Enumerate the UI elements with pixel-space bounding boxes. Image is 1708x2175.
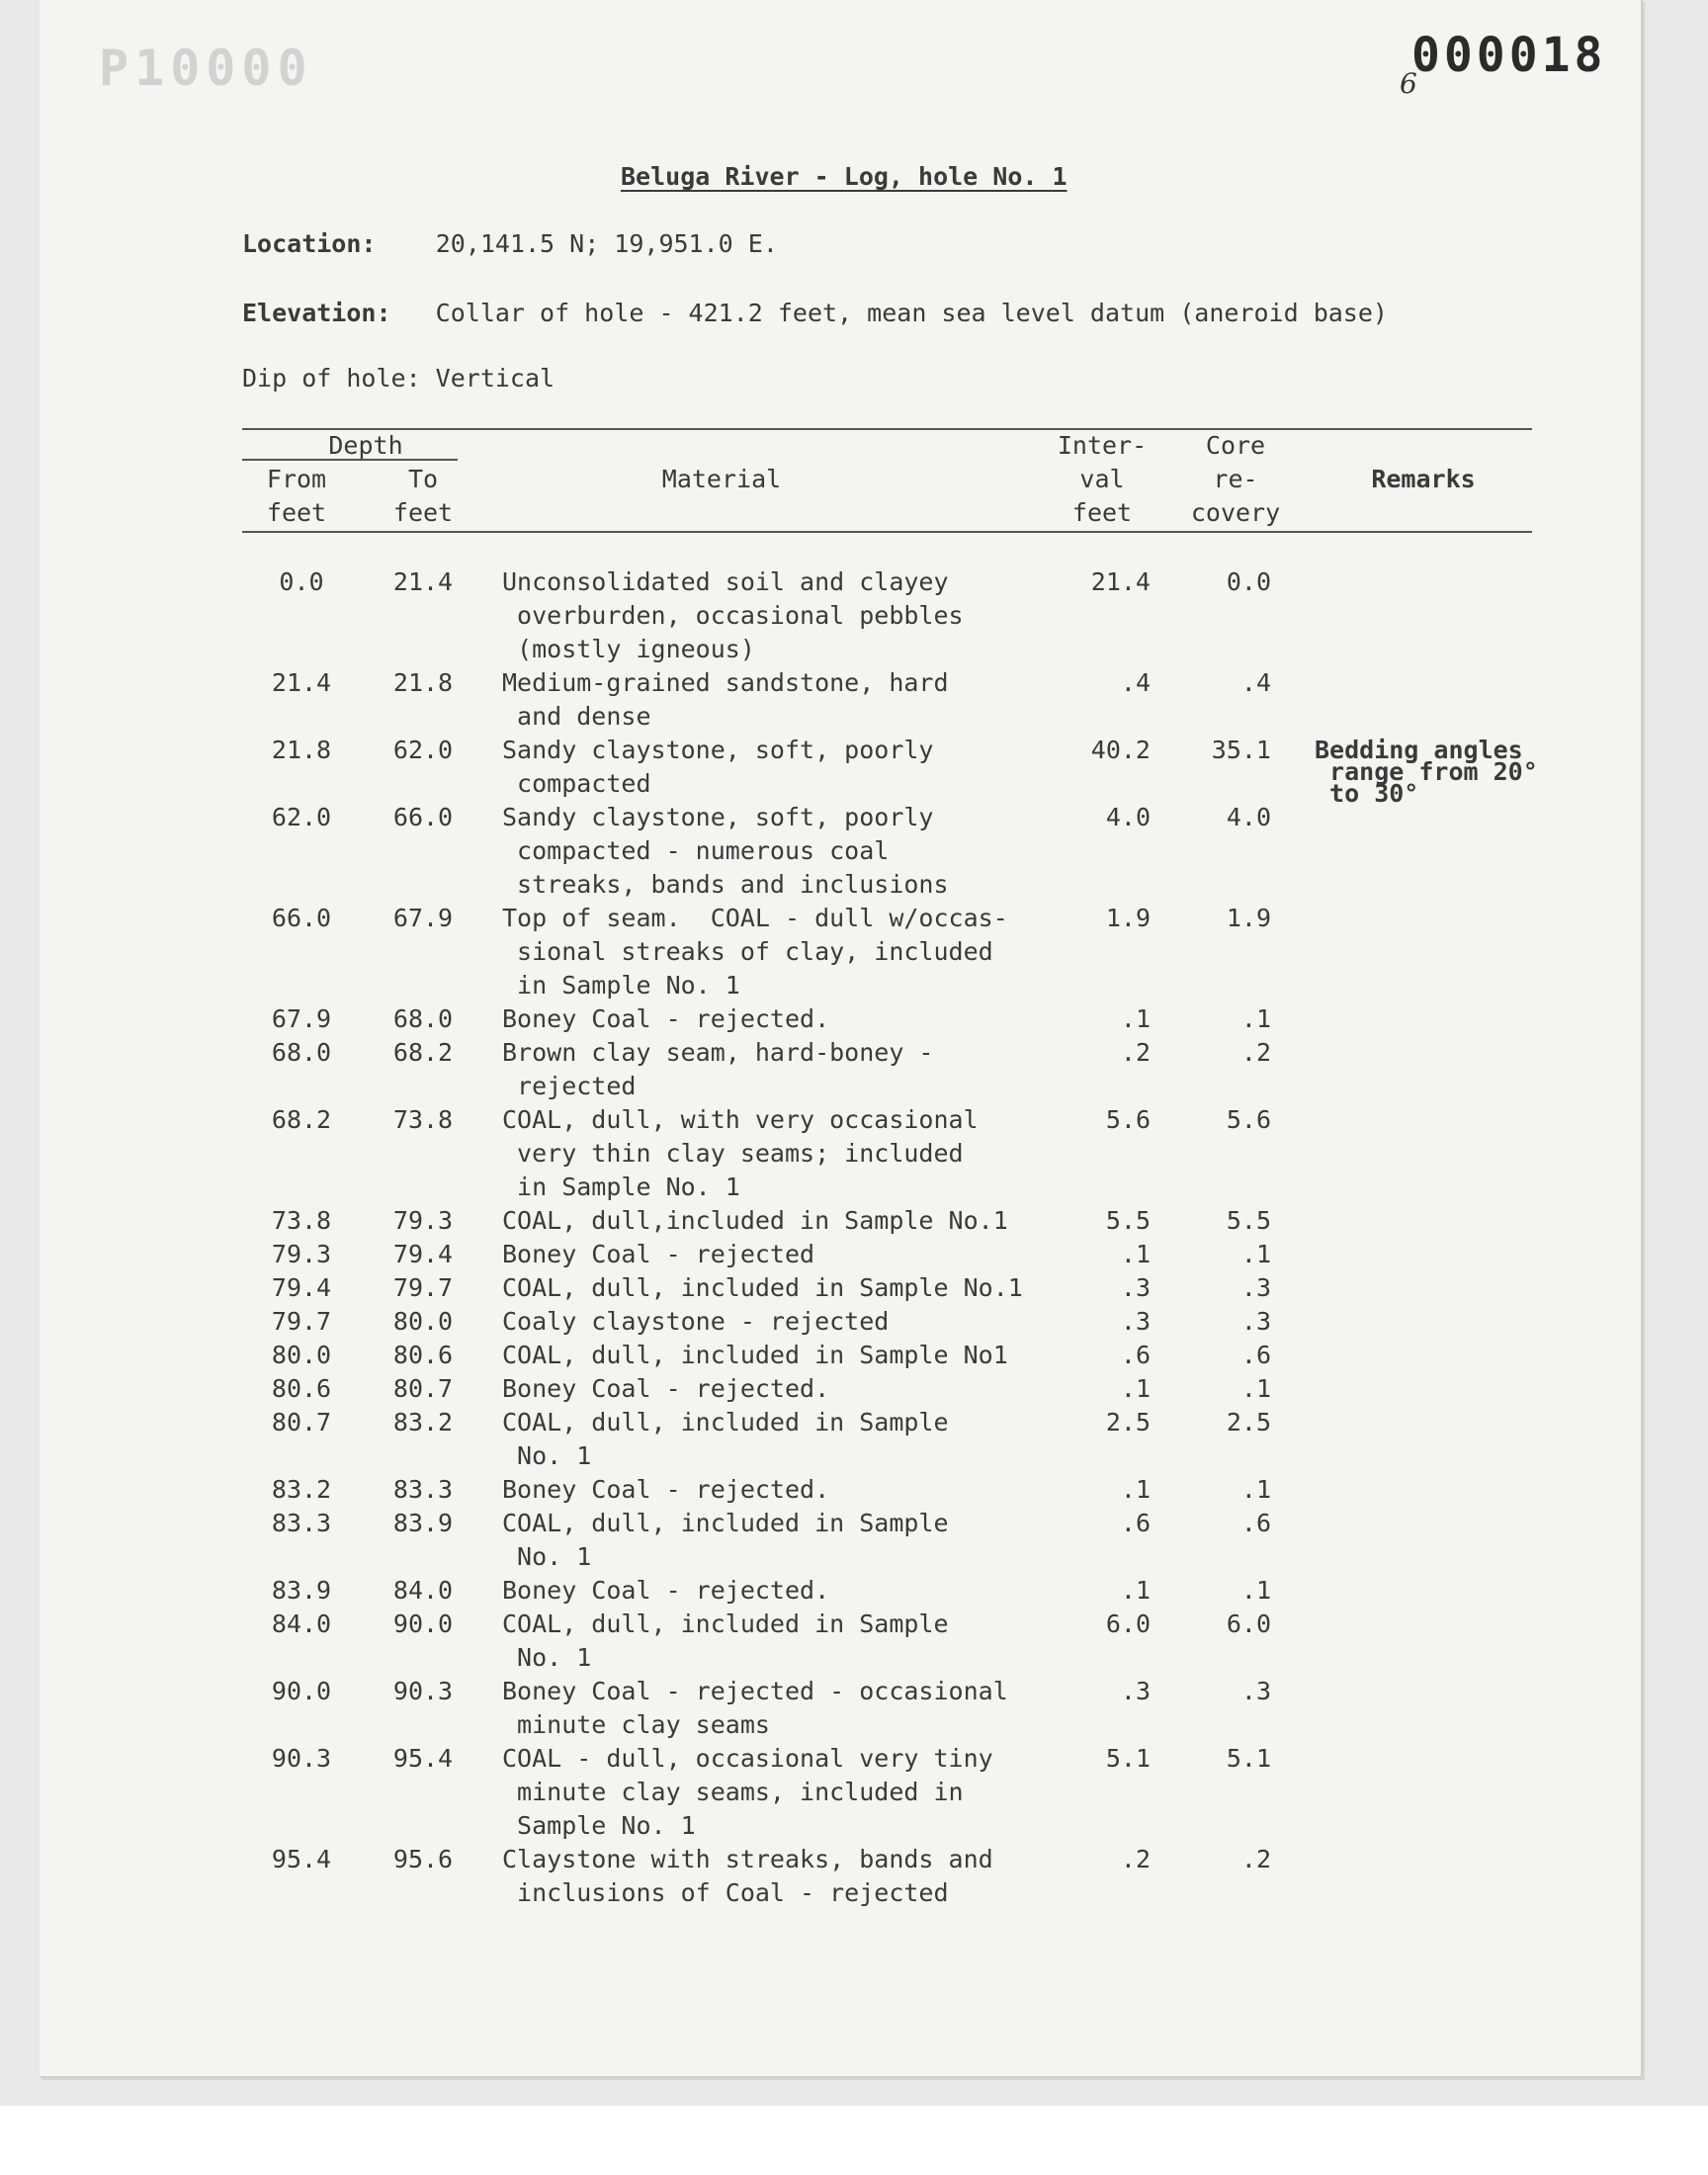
interval-cell: 6.0 bbox=[1105, 1610, 1151, 1638]
depth-to-cell: 79.4 bbox=[392, 1240, 454, 1268]
elevation-value: Collar of hole - 421.2 feet, mean sea level datum (aneroid base) bbox=[435, 299, 1388, 327]
header-remarks: Remarks bbox=[1371, 465, 1476, 493]
depth-from-cell: 90.0 bbox=[271, 1677, 332, 1705]
depth-to-cell: 79.7 bbox=[392, 1273, 454, 1302]
interval-cell: .3 bbox=[1120, 1677, 1151, 1705]
depth-from-cell: 84.0 bbox=[271, 1610, 332, 1638]
core-recovery-cell: 35.1 bbox=[1211, 736, 1271, 764]
interval-cell: .3 bbox=[1120, 1307, 1151, 1336]
depth-from-cell: 21.4 bbox=[271, 668, 332, 697]
header-to: To feet bbox=[392, 465, 454, 527]
core-recovery-cell: 0.0 bbox=[1226, 567, 1271, 596]
depth-to-cell: 21.4 bbox=[392, 567, 454, 596]
material-cell: Claystone with streaks, bands and inclusions of Coal - rejected bbox=[502, 1845, 993, 1907]
interval-cell: .6 bbox=[1120, 1509, 1151, 1537]
depth-from-cell: 79.4 bbox=[271, 1273, 332, 1302]
core-recovery-cell: .2 bbox=[1240, 1038, 1271, 1067]
elevation-label: Elevation: bbox=[242, 299, 391, 327]
depth-from-cell: 68.0 bbox=[271, 1038, 332, 1067]
interval-cell: .1 bbox=[1120, 1004, 1151, 1033]
core-recovery-cell: .2 bbox=[1240, 1845, 1271, 1873]
header-bottom-rule bbox=[242, 531, 1532, 533]
core-recovery-cell: .1 bbox=[1240, 1004, 1271, 1033]
material-cell: COAL - dull, occasional very tiny minute clay seams, included in Sample No. 1 bbox=[502, 1744, 993, 1840]
material-cell: COAL, dull, included in Sample No. 1 bbox=[502, 1408, 949, 1470]
material-cell: COAL, dull, included in Sample No.1 bbox=[502, 1273, 1023, 1302]
remark-bedding-angles: Bedding angles range from 20° to 30° bbox=[1315, 736, 1538, 808]
depth-to-cell: 67.9 bbox=[392, 904, 454, 932]
material-cell: Sandy claystone, soft, poorly compacted - numerous coal streaks, bands and inclusions bbox=[502, 803, 949, 899]
header-depth: Depth bbox=[328, 431, 403, 460]
core-recovery-cell: .3 bbox=[1240, 1273, 1271, 1302]
header-interval: Inter- val feet bbox=[1057, 431, 1148, 527]
material-cell: COAL, dull, included in Sample No. 1 bbox=[502, 1509, 949, 1571]
interval-cell: 40.2 bbox=[1090, 736, 1151, 764]
depth-from-cell: 80.0 bbox=[271, 1341, 332, 1369]
interval-cell: 1.9 bbox=[1105, 904, 1151, 932]
depth-to-cell: 68.0 bbox=[392, 1004, 454, 1033]
core-recovery-cell: .4 bbox=[1240, 668, 1271, 697]
depth-to-cell: 80.7 bbox=[392, 1374, 454, 1403]
depth-from-cell: 83.2 bbox=[271, 1475, 332, 1504]
material-cell: Sandy claystone, soft, poorly compacted bbox=[502, 736, 934, 798]
handwritten-mark: 6 bbox=[1400, 67, 1417, 100]
core-recovery-cell: .1 bbox=[1240, 1576, 1271, 1605]
depth-from-cell: 83.3 bbox=[271, 1509, 332, 1537]
interval-cell: 5.5 bbox=[1105, 1206, 1151, 1235]
interval-cell: 2.5 bbox=[1105, 1408, 1151, 1436]
material-cell: Boney Coal - rejected. bbox=[502, 1475, 830, 1504]
depth-to-cell: 83.9 bbox=[392, 1509, 454, 1537]
depth-from-cell: 80.6 bbox=[271, 1374, 332, 1403]
material-cell: Boney Coal - rejected. bbox=[502, 1576, 830, 1605]
depth-to-cell: 68.2 bbox=[392, 1038, 454, 1067]
material-cell: Boney Coal - rejected bbox=[502, 1240, 815, 1268]
dip-line: Dip of hole: Vertical bbox=[242, 364, 555, 392]
location-line bbox=[242, 229, 778, 258]
interval-cell: .2 bbox=[1120, 1038, 1151, 1067]
core-recovery-cell: 2.5 bbox=[1226, 1408, 1271, 1436]
interval-cell: .3 bbox=[1120, 1273, 1151, 1302]
scan-margin bbox=[0, 2106, 1708, 2175]
interval-cell: .4 bbox=[1120, 668, 1151, 697]
depth-to-cell: 84.0 bbox=[392, 1576, 454, 1605]
depth-from-cell: 79.7 bbox=[271, 1307, 332, 1336]
header-from: From feet bbox=[266, 465, 327, 527]
core-recovery-cell: 1.9 bbox=[1226, 904, 1271, 932]
depth-from-cell: 80.7 bbox=[271, 1408, 332, 1436]
interval-cell: 5.1 bbox=[1105, 1744, 1151, 1773]
depth-from-cell: 68.2 bbox=[271, 1105, 332, 1134]
location-label: Location: bbox=[242, 229, 377, 258]
interval-cell: 4.0 bbox=[1105, 803, 1151, 831]
depth-from-cell: 0.0 bbox=[279, 567, 324, 596]
depth-from-cell: 21.8 bbox=[271, 736, 332, 764]
depth-to-cell: 95.6 bbox=[392, 1845, 454, 1873]
depth-from-cell: 73.8 bbox=[271, 1206, 332, 1235]
header-material: Material bbox=[661, 465, 782, 493]
depth-to-cell: 73.8 bbox=[392, 1105, 454, 1134]
core-recovery-cell: .6 bbox=[1240, 1509, 1271, 1537]
core-recovery-cell: .1 bbox=[1240, 1475, 1271, 1504]
depth-to-cell: 90.3 bbox=[392, 1677, 454, 1705]
depth-from-cell: 67.9 bbox=[271, 1004, 332, 1033]
depth-from-cell: 66.0 bbox=[271, 904, 332, 932]
core-recovery-cell: .1 bbox=[1240, 1374, 1271, 1403]
material-cell: COAL, dull, with very occasional very thin clay seams; included in Sample No. 1 bbox=[502, 1105, 979, 1201]
core-recovery-cell: 5.6 bbox=[1226, 1105, 1271, 1134]
material-cell: Unconsolidated soil and clayey overburden, occasional pebbles (mostly igneous) bbox=[502, 567, 964, 663]
depth-to-cell: 66.0 bbox=[392, 803, 454, 831]
depth-to-cell: 95.4 bbox=[392, 1744, 454, 1773]
depth-to-cell: 80.6 bbox=[392, 1341, 454, 1369]
core-recovery-cell: 5.1 bbox=[1226, 1744, 1271, 1773]
material-cell: Top of seam. COAL - dull w/occas- sional streaks of clay, included in Sample No. 1 bbox=[502, 904, 1008, 1000]
material-cell: Boney Coal - rejected. bbox=[502, 1374, 830, 1403]
faded-stamp-number: P10000 bbox=[99, 40, 313, 97]
core-recovery-cell: 6.0 bbox=[1226, 1610, 1271, 1638]
core-recovery-cell: .3 bbox=[1240, 1307, 1271, 1336]
interval-cell: .1 bbox=[1120, 1475, 1151, 1504]
elevation-line bbox=[242, 299, 1388, 327]
depth-from-cell: 79.3 bbox=[271, 1240, 332, 1268]
material-cell: Brown clay seam, hard-boney - rejected bbox=[502, 1038, 934, 1100]
depth-from-cell: 83.9 bbox=[271, 1576, 332, 1605]
core-recovery-cell: .6 bbox=[1240, 1341, 1271, 1369]
depth-from-cell: 62.0 bbox=[271, 803, 332, 831]
interval-cell: .1 bbox=[1120, 1576, 1151, 1605]
core-recovery-cell: .1 bbox=[1240, 1240, 1271, 1268]
depth-to-cell: 90.0 bbox=[392, 1610, 454, 1638]
material-cell: Coaly claystone - rejected bbox=[502, 1307, 890, 1336]
interval-cell: 5.6 bbox=[1105, 1105, 1151, 1134]
depth-from-cell: 95.4 bbox=[271, 1845, 332, 1873]
depth-to-cell: 21.8 bbox=[392, 668, 454, 697]
material-cell: Medium-grained sandstone, hard and dense bbox=[502, 668, 949, 731]
depth-to-cell: 62.0 bbox=[392, 736, 454, 764]
page-stamp-number: 000018 bbox=[1411, 28, 1607, 83]
document-title: Beluga River - Log, hole No. 1 bbox=[621, 162, 1068, 191]
depth-to-cell: 83.2 bbox=[392, 1408, 454, 1436]
interval-cell: .1 bbox=[1120, 1374, 1151, 1403]
interval-cell: .6 bbox=[1120, 1341, 1151, 1369]
material-cell: COAL, dull,included in Sample No.1 bbox=[502, 1206, 1008, 1235]
depth-to-cell: 83.3 bbox=[392, 1475, 454, 1504]
depth-underline bbox=[242, 459, 458, 461]
material-cell: Boney Coal - rejected. bbox=[502, 1004, 830, 1033]
depth-to-cell: 80.0 bbox=[392, 1307, 454, 1336]
material-cell: COAL, dull, included in Sample No1 bbox=[502, 1341, 1008, 1369]
interval-cell: .2 bbox=[1120, 1845, 1151, 1873]
interval-cell: 21.4 bbox=[1090, 567, 1151, 596]
depth-from-cell: 90.3 bbox=[271, 1744, 332, 1773]
core-recovery-cell: .3 bbox=[1240, 1677, 1271, 1705]
material-cell: COAL, dull, included in Sample No. 1 bbox=[502, 1610, 949, 1672]
interval-cell: .1 bbox=[1120, 1240, 1151, 1268]
header-core-recovery: Core re- covery bbox=[1190, 431, 1281, 527]
core-recovery-cell: 5.5 bbox=[1226, 1206, 1271, 1235]
core-recovery-cell: 4.0 bbox=[1226, 803, 1271, 831]
location-value: 20,141.5 N; 19,951.0 E. bbox=[435, 229, 778, 258]
depth-to-cell: 79.3 bbox=[392, 1206, 454, 1235]
material-cell: Boney Coal - rejected - occasional minute clay seams bbox=[502, 1677, 1008, 1739]
